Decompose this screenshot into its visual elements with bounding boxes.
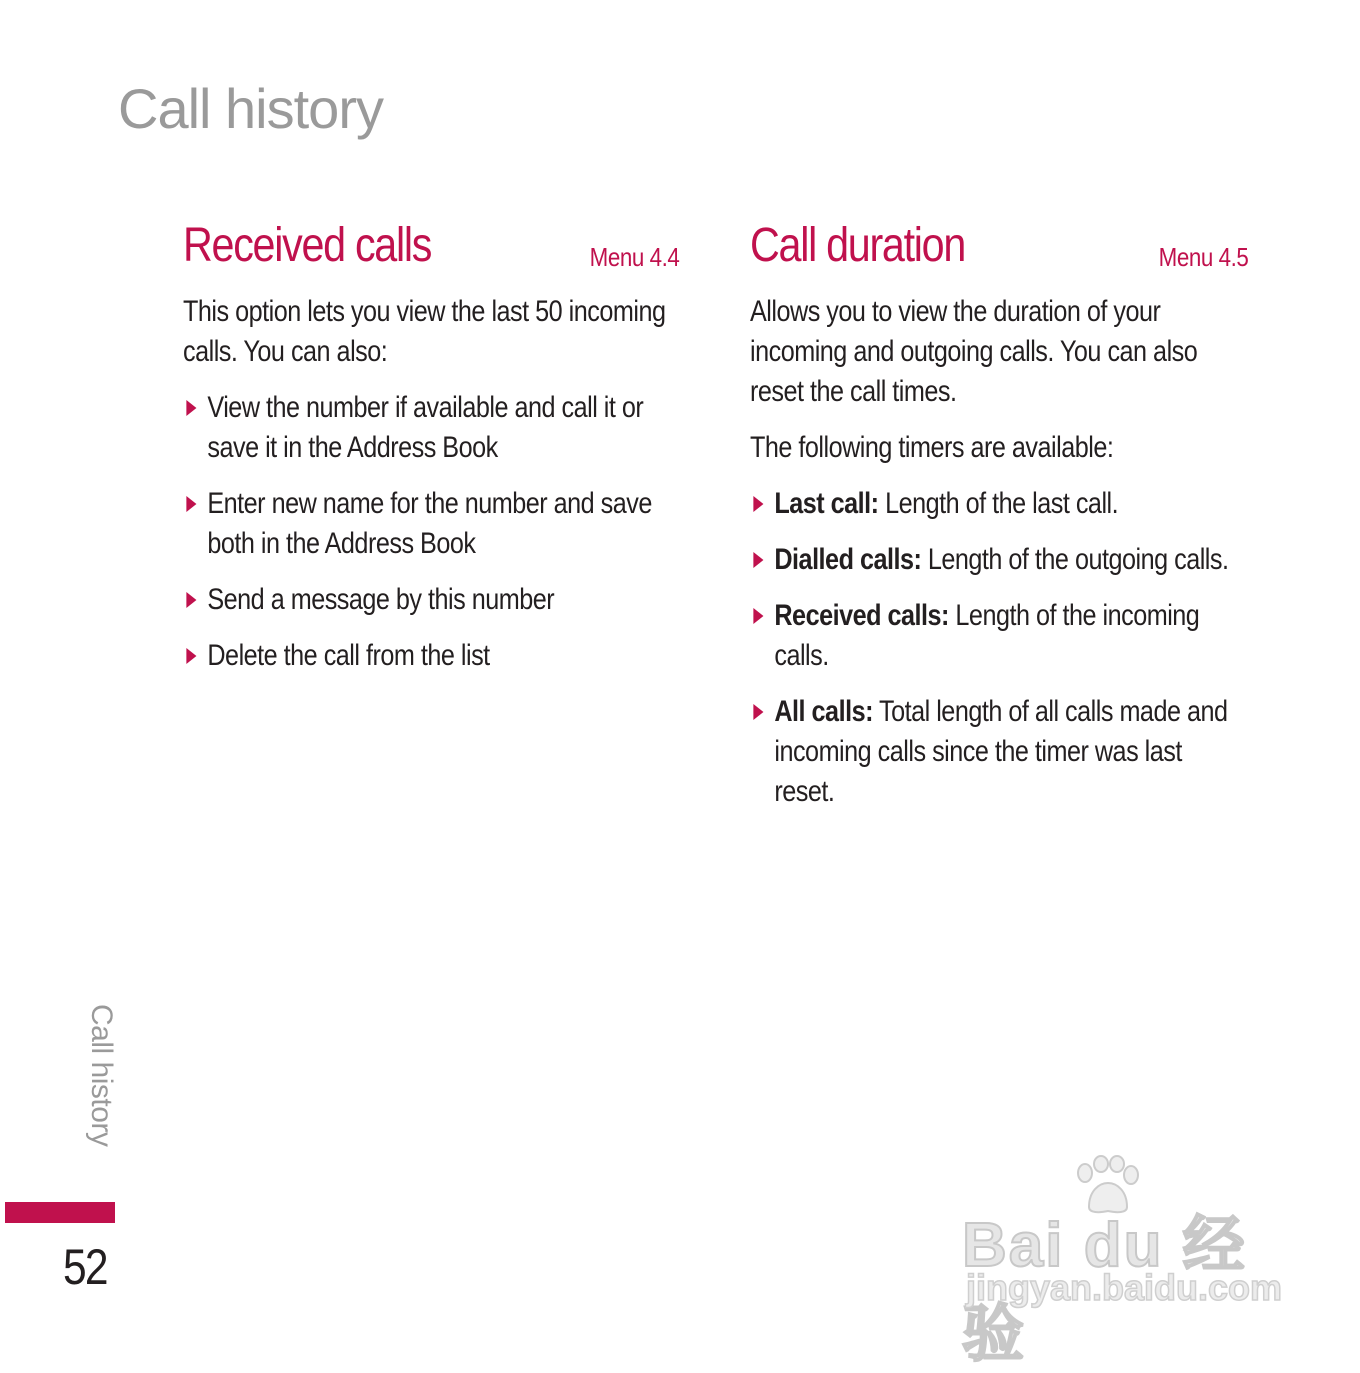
- section-title: Received calls: [183, 219, 432, 272]
- section-title: Call duration: [750, 219, 965, 272]
- list-item-text: View the number if available and call it or save it in the Address Book: [207, 391, 644, 464]
- list-item-text: Delete the call from the list: [207, 639, 490, 672]
- timer-description: Length of the outgoing calls.: [921, 543, 1229, 576]
- intro-paragraph: This option lets you view the last 50 incoming calls. You can also:: [183, 295, 666, 368]
- timer-term: Received calls:: [774, 599, 949, 632]
- list-item: [183, 484, 679, 564]
- triangle-bullet-icon: [753, 704, 763, 720]
- side-section-label: Call history: [85, 1004, 118, 1147]
- menu-number: Menu 4.5: [1158, 242, 1248, 272]
- page-title: Call history: [118, 77, 383, 140]
- timers-intro: The following timers are available:: [750, 431, 1114, 464]
- list-item: [750, 692, 1248, 812]
- timer-description: Total length of all calls made and incoming calls since the timer was last reset.: [774, 695, 1228, 808]
- list-item-text: Send a message by this number: [207, 583, 555, 616]
- timer-description: Length of the incoming calls.: [774, 599, 1200, 672]
- triangle-bullet-icon: [753, 496, 763, 512]
- menu-number: Menu 4.4: [589, 242, 679, 272]
- timers-list: [750, 484, 1248, 812]
- section-header: [183, 218, 679, 282]
- list-item: [183, 388, 679, 468]
- list-item: [750, 540, 1248, 580]
- triangle-bullet-icon: [186, 648, 196, 664]
- received-calls-section: [183, 218, 679, 692]
- list-item: [183, 580, 679, 620]
- options-list: [183, 388, 679, 676]
- list-item: [183, 636, 679, 676]
- section-header: [750, 218, 1248, 282]
- triangle-bullet-icon: [753, 552, 763, 568]
- list-item-text: Enter new name for the number and save both in the Address Book: [207, 487, 652, 560]
- timer-description: Length of the last call.: [878, 487, 1119, 520]
- timer-term: All calls:: [774, 695, 873, 728]
- watermark-logo-text: Bai du 经验: [962, 1211, 1247, 1369]
- list-item: [750, 596, 1248, 676]
- intro-paragraph: Allows you to view the duration of your incoming and outgoing calls. You can also reset the call times.: [750, 295, 1198, 408]
- triangle-bullet-icon: [186, 496, 196, 512]
- triangle-bullet-icon: [186, 592, 196, 608]
- baidu-watermark: [962, 1155, 1283, 1369]
- timer-term: Last call:: [774, 487, 879, 520]
- timer-term: Dialled calls:: [774, 543, 922, 576]
- list-item: [750, 484, 1248, 524]
- page-marker-bar: [5, 1202, 115, 1223]
- page-number: 52: [63, 1239, 107, 1295]
- triangle-bullet-icon: [186, 400, 196, 416]
- call-duration-section: [750, 218, 1248, 828]
- watermark-url: jingyan.baidu.com: [966, 1267, 1283, 1308]
- triangle-bullet-icon: [753, 608, 763, 624]
